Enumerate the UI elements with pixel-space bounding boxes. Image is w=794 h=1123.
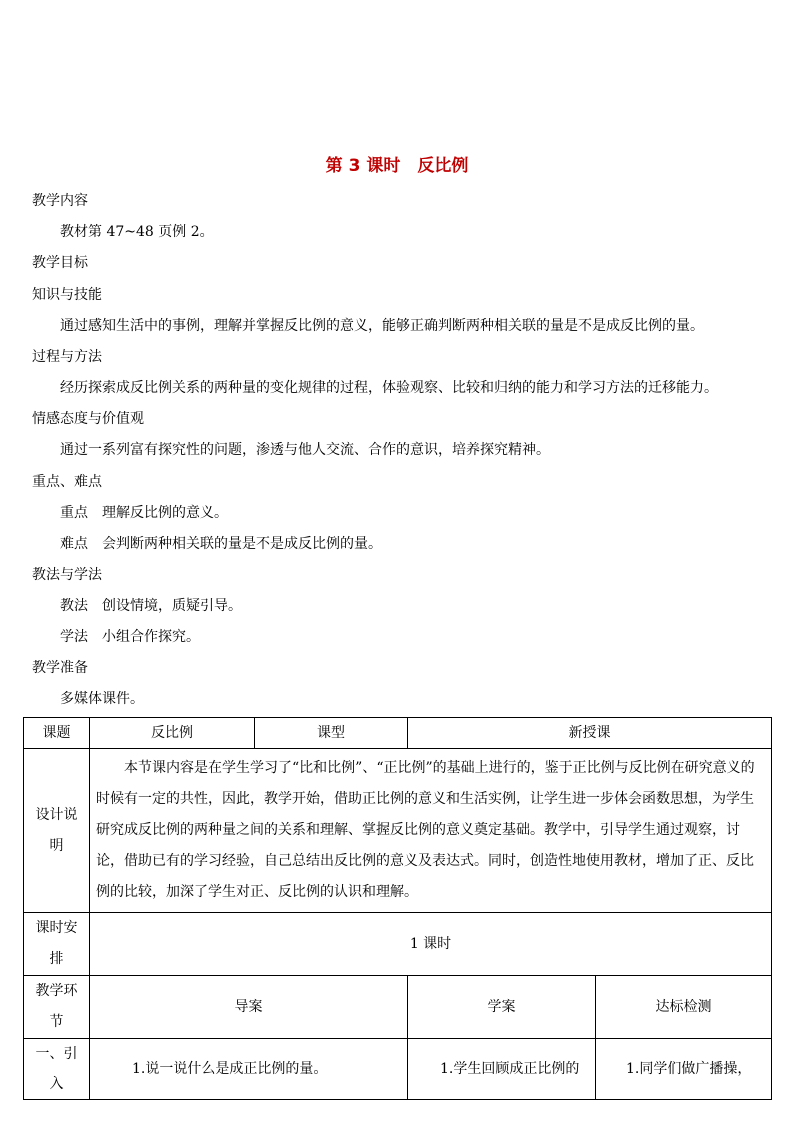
section-heading-knowledge: 知识与技能 xyxy=(32,287,102,303)
type-value: 新授课 xyxy=(408,718,772,749)
topic-value: 反比例 xyxy=(90,718,255,749)
design-description: 本节课内容是在学生学习了“比和比例”、“正比例”的基础上进行的，鉴于正比例与反比例在研究意义的时候有一定的共性，因此，教学开始，借助正比例的意义和生活实例，让学生进一步体会函数思想，为学生研究成反比例的两种量之间的关系和理解、掌握反比例的意义奠定基础。教学中，引导学生通过观察，讨论，借助已有的学习经验，自己总结出反比例的意义及表达式。同时，创造性地使用教材，增加了正、反比例的比较，加深了学生对正、反比例的认识和理解。 xyxy=(96,760,755,900)
design-description-cell xyxy=(90,749,772,913)
prep-text: 多媒体课件。 xyxy=(60,691,144,707)
section-heading-key: 重点、难点 xyxy=(32,474,102,490)
schedule-label: 课时安排 xyxy=(24,913,90,976)
attitude-text: 通过一系列富有探究性的问题，渗透与他人交流、合作的意识，培养探究精神。 xyxy=(60,442,550,458)
section-heading-goals: 教学目标 xyxy=(32,255,88,271)
check-header: 达标检测 xyxy=(596,976,772,1039)
key-point-text: 重点 理解反比例的意义。 xyxy=(60,505,228,521)
type-label: 课型 xyxy=(255,718,408,749)
section-heading-prep: 教学准备 xyxy=(32,660,88,676)
topic-label: 课题 xyxy=(24,718,90,749)
guide-header: 导案 xyxy=(90,976,408,1039)
page-title: 第 3 课时 反比例 xyxy=(325,156,469,176)
knowledge-text: 通过感知生活中的事例，理解并掌握反比例的意义，能够正确判断两种相关联的量是不是成反比例的量。 xyxy=(60,318,704,334)
content-text: 教材第 47~48 页例 2。 xyxy=(60,224,214,240)
design-label: 设计说明 xyxy=(24,749,90,913)
lesson-plan-table xyxy=(23,717,772,1100)
section-heading-attitude: 情感态度与价值观 xyxy=(32,411,144,427)
learn-method-text: 学法 小组合作探究。 xyxy=(60,629,200,645)
teach-method-text: 教法 创设情境，质疑引导。 xyxy=(60,598,242,614)
section-heading-process: 过程与方法 xyxy=(32,349,102,365)
section-heading-content: 教学内容 xyxy=(32,193,88,209)
study-header: 学案 xyxy=(408,976,596,1039)
difficulty-text: 难点 会判断两种相关联的量是不是成反比例的量。 xyxy=(60,536,382,552)
row1-check: 1.同学们做广播操， xyxy=(596,1039,772,1100)
row1-stage: 一、引入 xyxy=(24,1039,90,1100)
schedule-value: 1 课时 xyxy=(90,913,772,976)
process-text: 经历探索成反比例关系的两种量的变化规律的过程，体验观察、比较和归纳的能力和学习方法的迁移能力。 xyxy=(60,380,718,396)
stage-label: 教学环节 xyxy=(24,976,90,1039)
row1-study: 1.学生回顾成正比例的 xyxy=(408,1039,596,1100)
row1-guide: 1.说一说什么是成正比例的量。 xyxy=(90,1039,408,1100)
section-heading-method: 教法与学法 xyxy=(32,567,102,583)
